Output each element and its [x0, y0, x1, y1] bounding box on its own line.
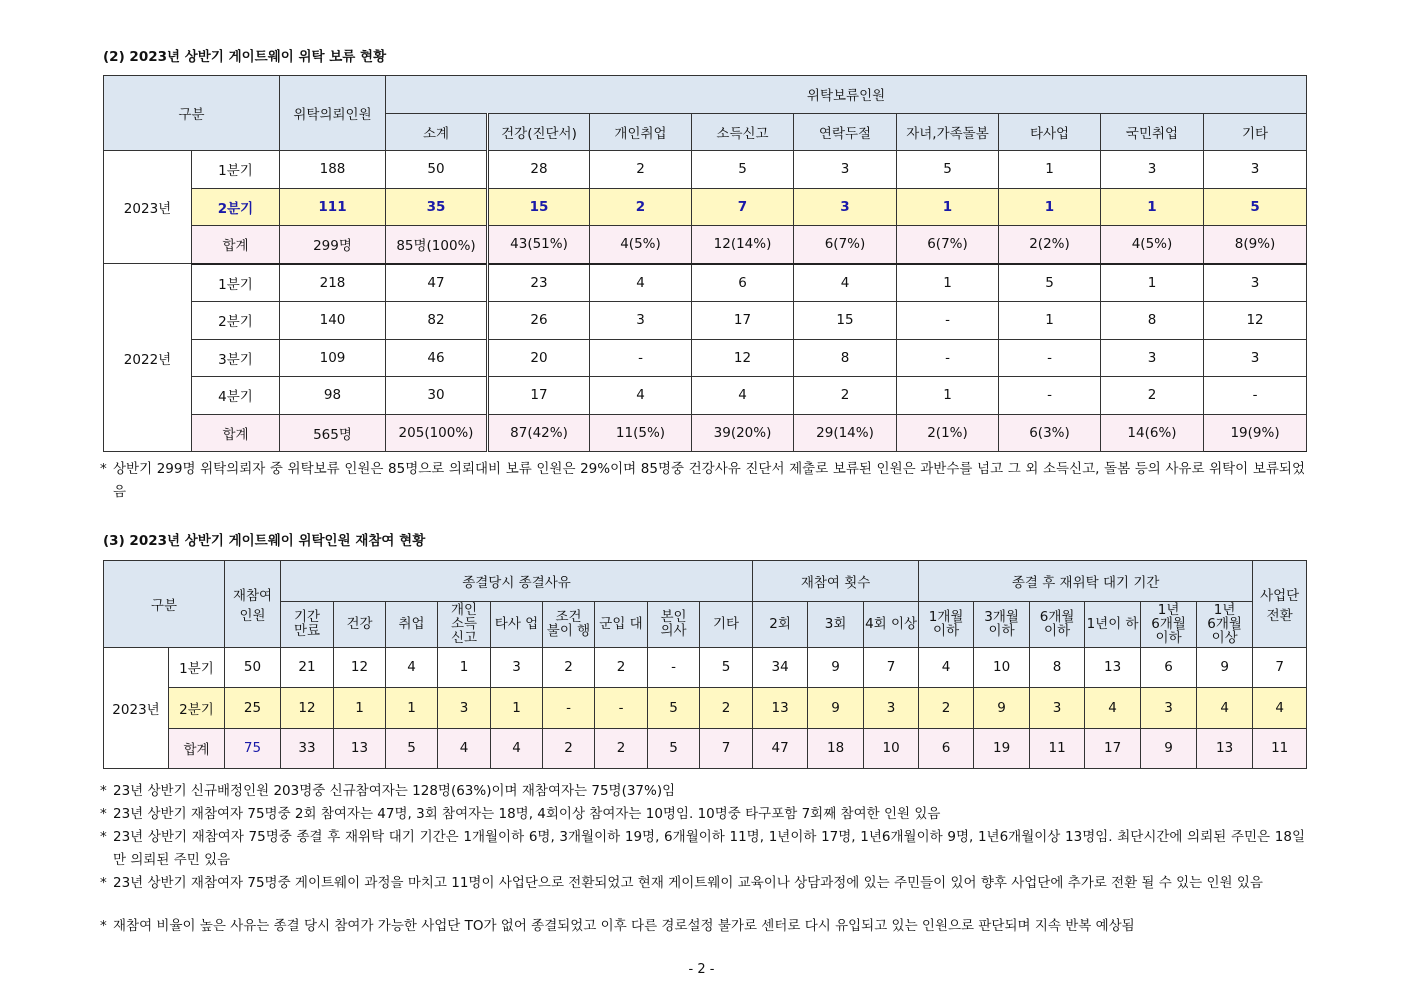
header-row-1	[104, 76, 1307, 114]
header-col: 건강(진단서)	[488, 113, 590, 151]
table-cell: 13	[753, 688, 808, 729]
table-cell: 2	[919, 688, 974, 729]
table-cell: 1	[897, 264, 999, 302]
table-cell: 30	[386, 377, 488, 415]
table-cell: 4	[590, 264, 692, 302]
table-cell: 9	[808, 688, 864, 729]
section2-title: (2) 2023년 상반기 게이트웨이 위탁 보류 현황	[103, 49, 387, 65]
table-cell: 17	[1085, 728, 1141, 769]
table-cell: 10	[864, 728, 919, 769]
quarter-label: 합계	[192, 414, 280, 452]
header-category: 구분	[104, 561, 225, 648]
header-wait: 3개월 이하	[974, 601, 1030, 647]
table-cell: 17	[692, 302, 794, 340]
header-col: 연락두절	[794, 113, 897, 151]
header-reason: 본인 의사	[648, 601, 700, 647]
table-cell: 21	[281, 647, 334, 688]
header-reason: 기타	[700, 601, 753, 647]
note-bullet: *	[100, 875, 107, 891]
quarter-label: 3분기	[192, 339, 280, 377]
table-cell: 3	[1204, 151, 1307, 189]
table-row	[104, 302, 1307, 340]
header-col: 기타	[1204, 113, 1307, 151]
year-label: 2023년	[104, 647, 169, 769]
table-cell: 4	[1085, 688, 1141, 729]
table-cell: 50	[386, 151, 488, 189]
table-cell: 8	[794, 339, 897, 377]
table-row	[104, 264, 1307, 302]
section3-note	[100, 780, 1305, 803]
table-row	[104, 377, 1307, 415]
table-cell: 1	[1101, 188, 1204, 226]
table-cell: 2	[595, 728, 648, 769]
table-cell: 3	[794, 188, 897, 226]
table-cell: 6	[919, 728, 974, 769]
table-cell: 3	[1141, 688, 1197, 729]
table-cell: 2(2%)	[999, 226, 1101, 264]
table-cell: 29(14%)	[794, 414, 897, 452]
table-cell: 23	[488, 264, 590, 302]
table-cell: 11	[1030, 728, 1085, 769]
table-cell: 5	[999, 264, 1101, 302]
header-col: 자녀,가족돌봄	[897, 113, 999, 151]
table-cell: 9	[1141, 728, 1197, 769]
table-cell: 4	[590, 377, 692, 415]
table-cell: 565명	[280, 414, 386, 452]
table-cell: 4(5%)	[1101, 226, 1204, 264]
header-reason: 건강	[334, 601, 386, 647]
table-cell: 33	[281, 728, 334, 769]
table-cell: 17	[488, 377, 590, 415]
header-wait: 1년 6개월 이상	[1197, 601, 1253, 647]
table-cell: 9	[808, 647, 864, 688]
table-cell: 2	[595, 647, 648, 688]
table-cell: 12(14%)	[692, 226, 794, 264]
table-cell: 6(7%)	[897, 226, 999, 264]
table-cell: 2	[543, 728, 595, 769]
table-cell: 19(9%)	[1204, 414, 1307, 452]
table-cell: -	[543, 688, 595, 729]
table-cell: 205(100%)	[386, 414, 488, 452]
table-cell: 9	[974, 688, 1030, 729]
quarter-label: 2분기	[192, 302, 280, 340]
table-cell: -	[1204, 377, 1307, 415]
reparticipation-table	[103, 560, 1307, 769]
table-cell: 8	[1030, 647, 1085, 688]
header-col: 국민취업	[1101, 113, 1204, 151]
table-cell: 4	[794, 264, 897, 302]
table-cell: 109	[280, 339, 386, 377]
table-cell: 3	[1101, 339, 1204, 377]
table-cell: 11(5%)	[590, 414, 692, 452]
table-cell: 4	[1197, 688, 1253, 729]
table-row	[104, 226, 1307, 264]
section3-note	[100, 803, 1305, 826]
table-cell: 1	[386, 688, 438, 729]
table-cell: 2	[794, 377, 897, 415]
note-text: 23년 상반기 재참여자 75명중 2회 참여자는 47명, 3회 참여자는 18명, 4회이상 참여자는 10명임. 10명중 타구포함 7회째 참여한 인원 있음	[113, 806, 941, 822]
table-cell: 299명	[280, 226, 386, 264]
table-cell: 3	[1204, 339, 1307, 377]
table-cell: 15	[794, 302, 897, 340]
table-cell: 82	[386, 302, 488, 340]
table-cell: 98	[280, 377, 386, 415]
table-cell: 13	[1197, 728, 1253, 769]
table-cell: 28	[488, 151, 590, 189]
header-wait: 6개월 이하	[1030, 601, 1085, 647]
table-cell: 3	[794, 151, 897, 189]
table-cell: -	[897, 339, 999, 377]
note-bullet: *	[100, 918, 107, 934]
quarter-label: 1분기	[192, 151, 280, 189]
table-cell: -	[648, 647, 700, 688]
header-wait-group: 종결 후 재위탁 대기 기간	[919, 561, 1253, 602]
note-text: 재참여 비율이 높은 사유는 종결 당시 참여가 가능한 사업단 TO가 없어 종결되었고 이후 다른 경로설정 불가로 센터로 다시 유입되고 있는 인원으로 판단되며 지속 반복 예상됨	[113, 918, 1135, 934]
table-cell: 4	[386, 647, 438, 688]
table-cell: 5	[700, 647, 753, 688]
table-cell: 9	[1197, 647, 1253, 688]
section3-note	[100, 826, 1305, 871]
table-cell: 35	[386, 188, 488, 226]
header-reason: 타사 업	[491, 601, 543, 647]
table-cell: 1	[334, 688, 386, 729]
table-cell: 20	[488, 339, 590, 377]
table-cell: 5	[1204, 188, 1307, 226]
section3-note	[100, 872, 1305, 895]
header-held: 위탁보류인원	[386, 76, 1307, 114]
table-cell: -	[595, 688, 648, 729]
header-reason: 조건 불이 행	[543, 601, 595, 647]
year-label: 2023년	[104, 151, 192, 264]
table-cell: 7	[864, 647, 919, 688]
page-number: - 2 -	[688, 962, 715, 977]
table-cell: 5	[897, 151, 999, 189]
section3-note	[100, 915, 1305, 938]
header-col: 소계	[386, 113, 488, 151]
table-cell: 3	[1101, 151, 1204, 189]
table-cell: 10	[974, 647, 1030, 688]
table-cell: 85명(100%)	[386, 226, 488, 264]
header-row-2	[104, 601, 1307, 647]
table-cell: 75	[225, 728, 281, 769]
table-cell: 11	[1253, 728, 1307, 769]
table-cell: 1	[491, 688, 543, 729]
table-cell: 1	[438, 647, 491, 688]
table-cell: 1	[999, 188, 1101, 226]
table-cell: 7	[1253, 647, 1307, 688]
quarter-label: 2분기	[169, 688, 225, 729]
table-cell: 4	[1253, 688, 1307, 729]
table-cell: 25	[225, 688, 281, 729]
table-cell: 15	[488, 188, 590, 226]
table-cell: 47	[753, 728, 808, 769]
table-cell: 12	[281, 688, 334, 729]
table-cell: 50	[225, 647, 281, 688]
note-text: 23년 상반기 재참여자 75명중 종결 후 재위탁 대기 기간은 1개월이하 6명, 3개월이하 19명, 6개월이하 11명, 1년이하 17명, 1년6개월이하 9명, 1년6개월이상 13명임. 최단시간에 의뢰된 주민은 18일만 의뢰된 주민 있음	[113, 829, 1305, 868]
table-cell: 1	[897, 377, 999, 415]
table-cell: 2	[1101, 377, 1204, 415]
table-cell: 218	[280, 264, 386, 302]
header-reason-group: 종결당시 종결사유	[281, 561, 753, 602]
note-bullet: *	[100, 783, 107, 799]
note-bullet: *	[100, 829, 107, 845]
header-wait: 1개월 이하	[919, 601, 974, 647]
table-cell: 4	[438, 728, 491, 769]
header-col: 소득신고	[692, 113, 794, 151]
header-transfer: 사업단 전환	[1253, 561, 1307, 648]
table-cell: 5	[648, 728, 700, 769]
table-cell: 5	[386, 728, 438, 769]
table-cell: 8	[1101, 302, 1204, 340]
table-cell: 43(51%)	[488, 226, 590, 264]
table-cell: 13	[1085, 647, 1141, 688]
quarter-label: 2분기	[192, 188, 280, 226]
table-cell: 2	[543, 647, 595, 688]
quarter-label: 4분기	[192, 377, 280, 415]
table-cell: 6(3%)	[999, 414, 1101, 452]
table-cell: 87(42%)	[488, 414, 590, 452]
table-cell: 4	[491, 728, 543, 769]
quarter-label: 1분기	[169, 647, 225, 688]
header-reason: 개인 소득 신고	[438, 601, 491, 647]
header-category: 구분	[104, 76, 280, 151]
table-cell: 2(1%)	[897, 414, 999, 452]
header-count-group: 재참여 횟수	[753, 561, 919, 602]
section2-note	[100, 458, 1305, 503]
table-cell: 4(5%)	[590, 226, 692, 264]
quarter-label: 1분기	[192, 264, 280, 302]
table-row	[104, 188, 1307, 226]
header-row-1	[104, 561, 1307, 602]
table-cell: 12	[334, 647, 386, 688]
table-cell: 19	[974, 728, 1030, 769]
quarter-label: 합계	[192, 226, 280, 264]
table-cell: -	[999, 377, 1101, 415]
header-col: 타사업	[999, 113, 1101, 151]
year-label: 2022년	[104, 264, 192, 452]
header-reparticipants: 재참여 인원	[225, 561, 281, 648]
table-cell: 14(6%)	[1101, 414, 1204, 452]
table-row	[104, 151, 1307, 189]
note-text: 23년 상반기 재참여자 75명중 게이트웨이 과정을 마치고 11명이 사업단으로 전환되었고 현재 게이트웨이 교육이나 상담과정에 있는 주민들이 있어 향후 사업단에 추가로 전환 될 수 있는 인원 있음	[113, 875, 1263, 891]
table-cell: 6	[692, 264, 794, 302]
note-text: 상반기 299명 위탁의뢰자 중 위탁보류 인원은 85명으로 의뢰대비 보류 인원은 29%이며 85명중 건강사유 진단서 제출로 보류된 인원은 과반수를 넘고 그 외 소득신고, 돌봄 등의 사유로 위탁이 보류되었음	[113, 461, 1305, 500]
table-cell: 2	[590, 151, 692, 189]
header-reason: 취업	[386, 601, 438, 647]
table-cell: 46	[386, 339, 488, 377]
table-cell: 47	[386, 264, 488, 302]
table-cell: 4	[919, 647, 974, 688]
table-cell: 140	[280, 302, 386, 340]
table-cell: 5	[648, 688, 700, 729]
table-cell: 6	[1141, 647, 1197, 688]
table-cell: 1	[897, 188, 999, 226]
table-cell: 111	[280, 188, 386, 226]
table-cell: 188	[280, 151, 386, 189]
table-cell: 3	[864, 688, 919, 729]
header-wait: 1년이 하	[1085, 601, 1141, 647]
table-cell: 6(7%)	[794, 226, 897, 264]
table-cell: 12	[692, 339, 794, 377]
table-cell: 7	[700, 728, 753, 769]
table-cell: 13	[334, 728, 386, 769]
table-cell: -	[999, 339, 1101, 377]
table-cell: 3	[491, 647, 543, 688]
table-cell: 5	[692, 151, 794, 189]
table-row	[104, 728, 1307, 769]
table-cell: 7	[692, 188, 794, 226]
table-cell: 3	[1204, 264, 1307, 302]
section3-title: (3) 2023년 상반기 게이트웨이 위탁인원 재참여 현황	[103, 533, 426, 549]
note-bullet: *	[100, 806, 107, 822]
header-col: 개인취업	[590, 113, 692, 151]
table-cell: 3	[1030, 688, 1085, 729]
header-reason: 기간 만료	[281, 601, 334, 647]
table-cell: -	[590, 339, 692, 377]
header-count: 3회	[808, 601, 864, 647]
table-cell: 2	[700, 688, 753, 729]
header-requested: 위탁의뢰인원	[280, 76, 386, 151]
note-text: 23년 상반기 신규배정인원 203명중 신규참여자는 128명(63%)이며 재참여자는 75명(37%)임	[113, 783, 676, 799]
header-count: 4회 이상	[864, 601, 919, 647]
table-cell: 1	[999, 151, 1101, 189]
table-row	[104, 688, 1307, 729]
table-row	[104, 414, 1307, 452]
table-cell: 12	[1204, 302, 1307, 340]
table-row	[104, 647, 1307, 688]
header-count: 2회	[753, 601, 808, 647]
table-cell: 2	[590, 188, 692, 226]
table-cell: 4	[692, 377, 794, 415]
quarter-label: 합계	[169, 728, 225, 769]
table-cell: 8(9%)	[1204, 226, 1307, 264]
table-cell: 18	[808, 728, 864, 769]
table-cell: 3	[590, 302, 692, 340]
table-cell: 1	[1101, 264, 1204, 302]
table-cell: 3	[438, 688, 491, 729]
header-wait: 1년 6개월 이하	[1141, 601, 1197, 647]
hold-status-table	[103, 75, 1307, 452]
table-cell: 34	[753, 647, 808, 688]
table-row	[104, 339, 1307, 377]
header-reason: 군입 대	[595, 601, 648, 647]
table-cell: 39(20%)	[692, 414, 794, 452]
table-cell: 1	[999, 302, 1101, 340]
table-cell: -	[897, 302, 999, 340]
note-bullet: *	[100, 461, 107, 477]
table-cell: 26	[488, 302, 590, 340]
